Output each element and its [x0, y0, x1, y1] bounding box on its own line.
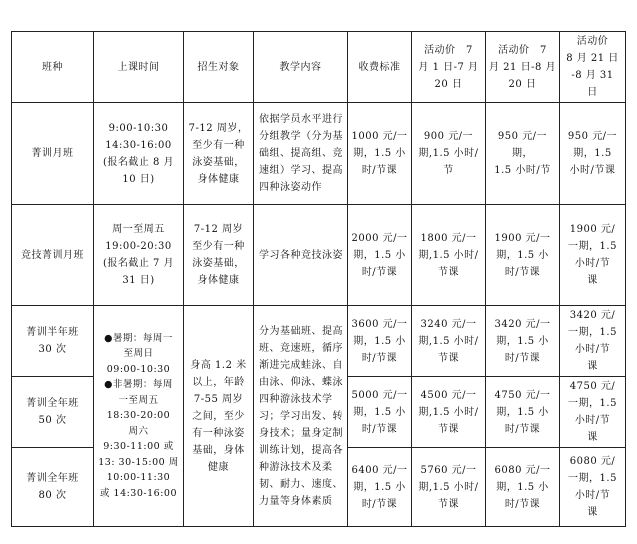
fee-standard: 2000 元/一 期，1.5 小 时/节课 — [348, 205, 412, 306]
class-time: 周一至周五 19:00-20:30 (报名截止 7 月 31 日) — [94, 205, 184, 306]
promo-price-2: 950 元/一期， 1.5 小时/节 — [486, 103, 560, 205]
promo-price-1: 1800 元/一 期,1.5 小时/ 节课 — [412, 205, 486, 306]
promo-price-2: 6080 元/一 期，1.5 小 时/节课 — [486, 448, 560, 527]
fee-standard: 3600 元/一 期，1.5 小 时/节课 — [348, 306, 412, 377]
header-promo-price-2: 活动价 7 月 21 日-8 月 20 日 — [486, 32, 560, 103]
promo-price-3: 950 元/一 期，1.5 小时/节课 — [560, 103, 626, 205]
class-name: 菁训全年班 50 次 — [12, 377, 94, 448]
promo-price-3: 1900 元/ 一期，1.5 小时/节 课 — [560, 205, 626, 306]
fee-standard: 1000 元/一 期，1.5 小 时/节课 — [348, 103, 412, 205]
class-time: ●暑期：每周一 至周日 09:00-10:30 ●非暑期：每周 一至周五 18:30-20:00 周六 9:30-11:00 或 13: 30-15:00 周 10:00-11:30 或 14:30-16:00 — [94, 306, 184, 527]
class-name: 菁训月班 — [12, 103, 94, 205]
teaching-content: 学习各种竞技泳姿 — [254, 205, 348, 306]
fee-standard: 6400 元/一 期，1.5 小 时/节课 — [348, 448, 412, 527]
header-enrollment-target: 招生对象 — [184, 32, 254, 103]
table-row — [12, 103, 626, 205]
class-name: 菁训全年班 80 次 — [12, 448, 94, 527]
class-name: 菁训半年班 30 次 — [12, 306, 94, 377]
header-row — [12, 32, 626, 103]
promo-price-3: 3420 元/ 一期，1.5 小时/节 课 — [560, 306, 626, 377]
header-teaching-content: 教学内容 — [254, 32, 348, 103]
enrollment-target: 7-12 周岁， 至少有一种 泳姿基础， 身体健康 — [184, 103, 254, 205]
enrollment-target: 身高 1.2 米 以上，年龄 7-55 周岁 之间，至少 有一种泳姿 基础，身体 健康 — [184, 306, 254, 527]
teaching-content: 分为基础班、提高班、竞速班，循序渐进完成蛙泳、自由泳、仰泳、蝶泳四种游泳技术学习；学习出发、转身技术；量身定制训练计划，提高各种游泳技术及柔韧、耐力、速度、力量等身体素质 — [254, 306, 348, 527]
teaching-content: 依据学员水平进行分组教学（分为基础组、提高组、竞速组）学习、提高四种泳姿动作 — [254, 103, 348, 205]
promo-price-3: 4750 元/ 一期，1.5 小时/节 课 — [560, 377, 626, 448]
promo-price-1: 900 元/一 期,1.5 小时/ 节 — [412, 103, 486, 205]
fee-standard: 5000 元/一 期，1.5 小 时/节课 — [348, 377, 412, 448]
enrollment-target: 7-12 周岁 至少有一种 泳姿基础， 身体健康 — [184, 205, 254, 306]
price-table — [11, 31, 626, 527]
promo-price-3: 6080 元/ 一期，1.5 小时/节 课 — [560, 448, 626, 527]
table-row — [12, 306, 626, 377]
promo-price-1: 4500 元/一 期,1.5 小时/ 节课 — [412, 377, 486, 448]
promo-price-1: 3240 元/一 期,1.5 小时/ 节课 — [412, 306, 486, 377]
promo-price-1: 5760 元/一 期,1.5 小时/ 节课 — [412, 448, 486, 527]
promo-price-2: 3420 元/一 期，1.5 小 时/节课 — [486, 306, 560, 377]
header-class-type: 班种 — [12, 32, 94, 103]
class-time: 9:00-10:30 14:30-16:00 (报名截止 8 月 10 日) — [94, 103, 184, 205]
promo-price-2: 1900 元/一 期，1.5 小 时/节课 — [486, 205, 560, 306]
table-row — [12, 205, 626, 306]
header-fee-standard: 收费标准 — [348, 32, 412, 103]
header-promo-price-3: 活动价 8 月 21 日 -8 月 31 日 — [560, 32, 626, 103]
promo-price-2: 4750 元/一 期，1.5 小 时/节课 — [486, 377, 560, 448]
header-class-time: 上课时间 — [94, 32, 184, 103]
header-promo-price-1: 活动价 7 月 1 日-7 月 20 日 — [412, 32, 486, 103]
class-name: 竞技菁训月班 — [12, 205, 94, 306]
